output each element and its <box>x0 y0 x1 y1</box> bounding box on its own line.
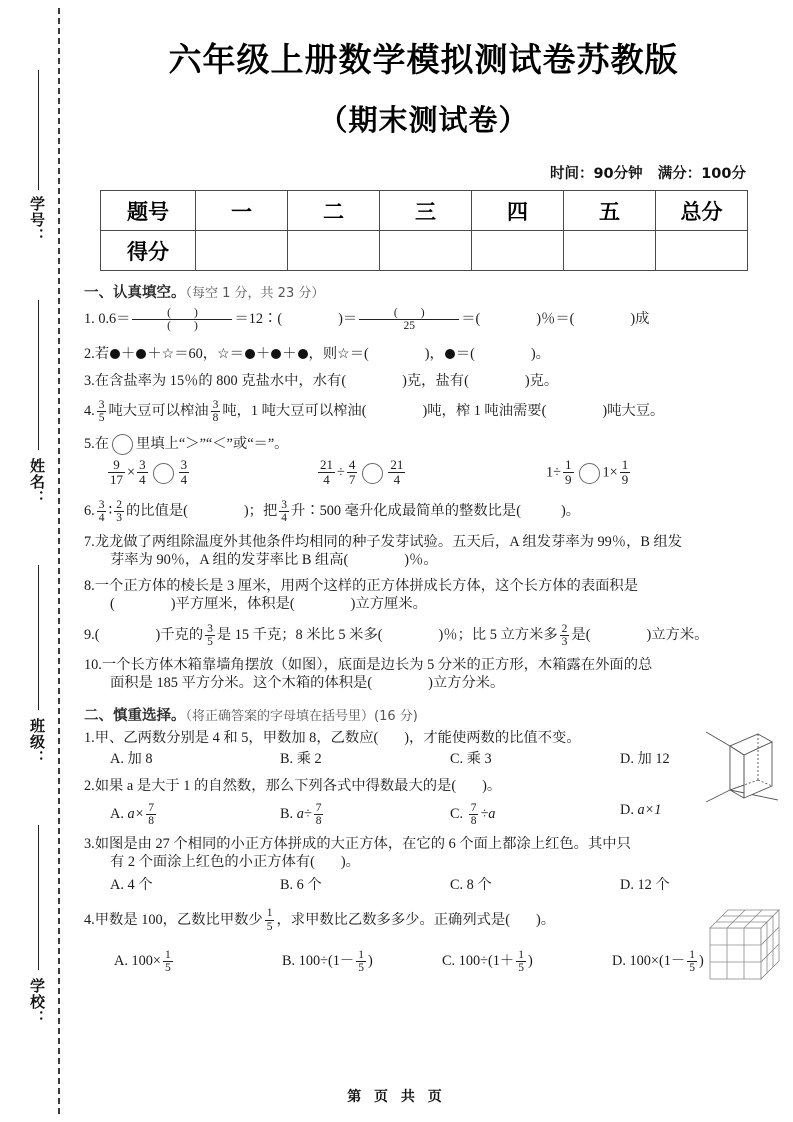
cell-total: 总分 <box>656 191 748 231</box>
s1-question-1 <box>84 307 760 332</box>
s1-q8-line-1 <box>84 578 760 596</box>
filled-circle-icon <box>445 349 455 359</box>
sidebar-label-class: 班级： <box>28 718 46 766</box>
star-icon: ☆ <box>337 346 350 362</box>
s2-q1-number: 1. <box>84 730 95 747</box>
s1-question-10 <box>84 657 760 693</box>
s1-q5-e3-right-text: 1× <box>602 464 618 481</box>
s2-q2-number: 2. <box>84 778 95 795</box>
s1-q10-text-2b: )立方分米。 <box>428 675 505 692</box>
s2-q4-option-a[interactable]: A. 100× $\frac{1}{5}$ <box>114 948 171 975</box>
s1-q5-expr-3 <box>546 459 632 488</box>
s1-q6-t1: 的比值是( <box>125 503 188 520</box>
cell-q5: 五 <box>564 191 656 231</box>
s2-q4-fraction: $\frac{1}{5}$ <box>266 907 273 933</box>
s1-q5-e1-left: $\frac{9}{17}$ <box>110 457 123 488</box>
s2-q3-line-2 <box>84 854 760 872</box>
s1-q1-eq1: ＝12∶( <box>234 311 283 328</box>
s1-q5-e1-mid: $\frac{3}{4}$ <box>139 457 146 488</box>
s1-q3-text-b: )克，盐有( <box>402 372 469 389</box>
score-input-q5[interactable] <box>564 231 656 271</box>
star-icon: ☆ <box>217 346 230 362</box>
s1-q2-number: 2. <box>84 345 95 362</box>
s1-q6-t3: 升∶500 毫升化成最简单的整数比是( <box>291 503 521 520</box>
s1-q8-text-2a: ( <box>110 596 115 613</box>
sidebar-rule-1 <box>38 70 39 190</box>
s1-q6-t4: )。 <box>560 503 581 520</box>
cell-q1: 一 <box>196 191 288 231</box>
s2-q2-option-c[interactable]: C. $\frac{7}{8}$ ÷a <box>450 801 496 827</box>
filled-circle-icon <box>245 349 255 359</box>
section-1-heading <box>84 284 760 302</box>
s1-q5-lead-a: 在 <box>94 435 110 452</box>
score-input-q3[interactable] <box>380 231 472 271</box>
s1-q7-line-1 <box>84 534 760 552</box>
s1-q5-number: 5. <box>84 435 95 452</box>
s1-q8-text-2b: )平方厘米，体积是( <box>170 596 295 613</box>
s2-q2-option-b[interactable]: B. a÷ $\frac{7}{8}$ <box>280 801 322 827</box>
s2-q1-stem <box>84 730 760 748</box>
score-input-q2[interactable] <box>288 231 380 271</box>
s2-q3-number: 3. <box>84 836 95 853</box>
s1-q2-t8: ，则 <box>308 345 338 362</box>
s1-q9-t5: )立方米。 <box>646 627 709 644</box>
s2-q4-number: 4. <box>84 911 95 928</box>
filled-circle-icon <box>298 349 308 359</box>
s1-q2-t6: ＋ <box>255 345 271 362</box>
s2-q2-stem <box>84 778 760 796</box>
s1-q5-expr-1 <box>106 459 316 488</box>
s1-q2-t12: )。 <box>530 345 550 362</box>
s1-q1-fraction-25[interactable] <box>359 307 459 332</box>
s1-q1-pct: )％＝( <box>536 311 575 328</box>
s1-q10-number: 10. <box>84 657 102 674</box>
s2-q2-option-a[interactable]: A. a× $\frac{7}{8}$ <box>110 801 155 827</box>
s1-question-9 <box>84 623 760 648</box>
cell-question-label: 题号 <box>101 191 196 231</box>
s1-q1-tail: )成 <box>630 311 650 328</box>
section-1-title: 一、认真填空。 <box>84 285 186 301</box>
s1-q2-t7: ＋ <box>282 345 297 362</box>
comparison-circle-icon[interactable] <box>112 434 133 455</box>
s2-question-1 <box>84 730 760 769</box>
s1-q6-fraction-3: $\frac{3}{4}$ <box>281 498 288 524</box>
sidebar-label-name: 姓名： <box>28 458 46 506</box>
s1-q4-f2-num: 3 <box>212 398 219 411</box>
s2-q1-option-b[interactable]: B. 乘 2 <box>280 751 322 768</box>
star-icon: ☆ <box>161 346 175 362</box>
s1-q5-e2-mid: $\frac{4}{7}$ <box>348 457 356 488</box>
sidebar-rule-3 <box>38 565 39 710</box>
s2-q4-option-c[interactable]: C. 100÷(1＋ $\frac{1}{5}$ ) <box>442 948 533 975</box>
s2-q1-stem-a: 甲、乙两数分别是 4 和 5，甲数加 8，乙数应( <box>94 730 379 747</box>
s1-q9-t1: )千克的 <box>155 627 204 644</box>
s1-q1-number: 1. <box>84 311 95 328</box>
s1-q4-t4: )吨大豆。 <box>602 403 665 420</box>
s1-q2-t10: )， <box>424 345 444 362</box>
s1-q9-fraction-2: $\frac{2}{3}$ <box>561 622 568 648</box>
s1-q1-lead: 0.6＝ <box>98 311 131 328</box>
filled-circle-icon <box>136 349 146 359</box>
s1-q10-text-2a: 面积是 185 平方分米。这个木箱的体积是( <box>110 675 373 692</box>
s2-q4-option-d[interactable]: D. 100×(1－ $\frac{1}{5}$ ) <box>612 948 704 975</box>
s2-q4-stem <box>84 908 760 933</box>
s1-q5-e2-right: $\frac{21}{4}$ <box>390 457 404 488</box>
score-input-total[interactable] <box>656 231 748 271</box>
s1-q2-t2: ＋ <box>121 345 136 362</box>
sidebar-rule-4 <box>38 825 39 970</box>
exam-time: 时间：90分钟 <box>549 166 643 182</box>
score-input-q1[interactable] <box>196 231 288 271</box>
comparison-circle-icon[interactable] <box>362 463 383 484</box>
s1-q5-lead-b: 里填上“＞”“＜”或“＝”。 <box>136 435 289 452</box>
s1-question-2 <box>84 346 760 364</box>
s1-question-8 <box>84 578 760 614</box>
s1-q4-fraction-1 <box>97 399 107 424</box>
s1-q9-fraction-1: $\frac{3}{5}$ <box>207 622 213 648</box>
dashed-fold-line <box>58 8 60 1114</box>
s1-q4-f2-den: 8 <box>212 412 219 425</box>
s2-q1-option-c[interactable]: C. 乘 3 <box>450 751 492 768</box>
cell-q2: 二 <box>288 191 380 231</box>
s2-q1-options <box>84 751 760 769</box>
s1-q7-text-1: 龙龙做了两组除温度外其他条件均相同的种子发芽试验。五天后，A 组发芽率为 99％，B 组发 <box>94 533 683 550</box>
s1-q3-text-c: )克。 <box>524 372 559 389</box>
cell-score-label: 得分 <box>101 231 196 271</box>
s1-q6-ratio-sep: ∶ <box>108 503 113 520</box>
s1-q2-t3: ＋ <box>147 345 162 362</box>
s2-q4-stem-b: ，求甲数比乙数多多少。正确列式是( <box>276 911 510 928</box>
section-2-title: 二、慎重选择。 <box>84 708 186 725</box>
filled-circle-icon <box>110 349 120 359</box>
s2-q4-options <box>84 949 760 974</box>
s2-question-3 <box>84 836 760 895</box>
s1-q1-numerator-blank-2[interactable]: ( ) <box>393 306 425 319</box>
s1-q8-text-2c: )立方厘米。 <box>350 596 427 613</box>
s1-q3-text-a: 在含盐率为 15％的 800 克盐水中，水有( <box>94 372 347 389</box>
s2-q3-text-1: 如图是由 27 个相同的小正方体拼成的大正方体，在它的 6 个面上都涂上红色。其中只 <box>94 836 631 853</box>
s1-q10-line-1 <box>84 657 760 675</box>
s2-q2-option-d[interactable]: D. a×1 <box>620 802 662 819</box>
s2-q2-stem-a: 如果 a 是大于 1 的自然数，那么下列各式中得数最大的是( <box>94 778 457 795</box>
s1-q10-line-2 <box>84 675 760 693</box>
s1-q6-fraction-1: $\frac{3}{4}$ <box>98 498 105 524</box>
s1-question-4 <box>84 399 760 424</box>
s1-q5-e1-right: $\frac{3}{4}$ <box>180 457 188 488</box>
s1-q4-f1-den: 5 <box>98 412 105 425</box>
s2-q1-option-d[interactable]: D. 加 12 <box>620 751 670 768</box>
s1-q4-t2: 吨，1 吨大豆可以榨油( <box>222 403 367 420</box>
score-input-q4[interactable] <box>472 231 564 271</box>
s1-q7-line-2 <box>84 552 760 570</box>
s1-q2-t1: 若 <box>94 345 110 362</box>
s1-q5-expressions <box>84 459 760 488</box>
s1-q4-t3: )吨，榨 1 吨油需要( <box>422 403 547 420</box>
s2-q3-option-d[interactable]: D. 12 个 <box>620 877 670 894</box>
section-2-note: （将正确答案的字母填在括号里）(16 分) <box>185 709 418 725</box>
s1-q7-text-2a: 芽率为 90％，A 组的发芽率比 B 组高( <box>110 551 349 568</box>
s1-q5-e1-op: × <box>127 464 136 481</box>
s2-question-2 <box>84 778 760 827</box>
rectangular-box-diagram <box>700 728 784 808</box>
page-footer: 第 页 共 页 <box>347 1089 446 1105</box>
s1-q5-e3-left-text: 1÷ <box>546 464 561 481</box>
sidebar-label-student-id: 学号： <box>28 196 46 244</box>
s2-q4-stem-a: 甲数是 100，乙数比甲数少 <box>94 911 263 928</box>
s1-q1-denominator-25: 25 <box>359 319 459 332</box>
s1-q2-t11: ＝( <box>455 345 475 362</box>
s1-q1-denominator-blank[interactable]: ( ) <box>132 319 232 332</box>
s1-q6-t2: )；把 <box>243 503 278 520</box>
s1-q6-fraction-2: $\frac{2}{3}$ <box>116 498 122 524</box>
s2-q3-option-c[interactable]: C. 8 个 <box>450 877 492 894</box>
section-2-heading <box>84 707 760 725</box>
s2-q3-options <box>84 877 760 895</box>
page-subtitle: （期末测试卷） <box>318 103 529 137</box>
s1-q5-e3-right-frac: $\frac{1}{9}$ <box>621 457 629 488</box>
section-1-note: （每空 1 分，共 23 分） <box>185 286 325 301</box>
s1-q8-text-1: 一个正方体的棱长是 3 厘米，用两个这样的正方体拼成长方体，这个长方体的表面积是 <box>94 578 639 595</box>
s1-q7-text-2b: )％。 <box>404 551 438 568</box>
sidebar-label-school: 学校： <box>28 978 46 1026</box>
s2-q2-stem-b: )。 <box>482 778 502 795</box>
s2-q4-stem-c: )。 <box>536 911 556 928</box>
score-table <box>100 190 748 271</box>
cell-q4: 四 <box>472 191 564 231</box>
exam-body <box>84 284 760 984</box>
s1-q10-text-1: 一个长方体木箱靠墙角摆放（如图），底面是边长为 5 分米的正方形，木箱露在外面的总 <box>101 657 653 674</box>
s1-q4-t1: 吨大豆可以榨油 <box>108 403 209 420</box>
s1-q9-paren-open: ( <box>94 627 100 644</box>
s2-q3-line-1 <box>84 836 760 854</box>
s1-q1-eq2: )＝ <box>338 311 358 328</box>
s1-q5-expr-2 <box>316 459 546 488</box>
s1-q9-t4: 是( <box>571 627 591 644</box>
comparison-circle-icon[interactable] <box>153 463 174 484</box>
s1-question-6 <box>84 499 760 524</box>
binding-strip <box>0 0 66 1122</box>
page-title: 六年级上册数学模拟测试卷苏教版 <box>168 40 679 79</box>
s1-q2-t9: ＝( <box>349 345 369 362</box>
s2-q3-option-a[interactable]: A. 4 个 <box>110 877 153 894</box>
s1-question-5 <box>84 434 760 455</box>
cube-3x3x3-diagram <box>706 906 786 984</box>
s1-q2-t4: ＝60， <box>174 345 218 362</box>
s1-q4-fraction-2 <box>211 399 221 424</box>
s1-q1-eq3: ＝( <box>461 311 481 328</box>
s1-q4-number: 4. <box>84 403 95 420</box>
exam-meta <box>540 162 746 183</box>
s1-q9-number: 9. <box>84 627 95 644</box>
s2-q4-option-b[interactable]: B. 100÷(1－ $\frac{1}{5}$ ) <box>282 948 373 975</box>
s2-question-4 <box>84 908 760 975</box>
s1-q4-f1-num: 3 <box>98 398 105 411</box>
s2-q3-option-b[interactable]: B. 6 个 <box>280 877 322 894</box>
s1-q9-t3: )％；比 5 立方米多 <box>438 627 558 644</box>
table-row-scores <box>101 231 748 271</box>
s1-q2-t5: ＝ <box>229 345 244 362</box>
s1-q5-e3-left-frac: $\frac{1}{9}$ <box>565 457 572 488</box>
s2-q1-stem-b: )，才能使两数的比值不变。 <box>404 730 581 747</box>
cell-q3: 三 <box>380 191 472 231</box>
s1-q9-t2: 是 15 千克；8 米比 5 米多( <box>216 627 383 644</box>
s1-q6-number: 6. <box>84 503 95 520</box>
s1-q3-number: 3. <box>84 372 95 389</box>
comparison-circle-icon[interactable] <box>579 463 600 484</box>
s1-q8-line-2 <box>84 596 760 614</box>
s1-question-3 <box>84 373 760 391</box>
s1-q5-e2-left: $\frac{21}{4}$ <box>320 457 333 488</box>
s2-q1-option-a[interactable]: A. 加 8 <box>110 751 153 768</box>
sidebar-rule-2 <box>38 300 39 450</box>
s1-q7-number: 7. <box>84 533 95 550</box>
filled-circle-icon <box>271 349 281 359</box>
s2-q2-options <box>84 802 760 827</box>
table-row-question-numbers <box>101 191 748 231</box>
s1-q1-fraction-blank[interactable] <box>132 307 232 332</box>
s1-q8-number: 8. <box>84 578 95 595</box>
s1-q5-e2-op: ÷ <box>337 464 345 481</box>
s2-q3-text-2a: 有 2 个面涂上红色的小正方体有( <box>110 854 315 871</box>
s1-q1-numerator-blank[interactable]: ( ) <box>167 306 198 319</box>
s2-q3-text-2b: )。 <box>340 854 360 871</box>
exam-total-score: 满分：100分 <box>657 166 746 182</box>
s1-question-7 <box>84 534 760 570</box>
